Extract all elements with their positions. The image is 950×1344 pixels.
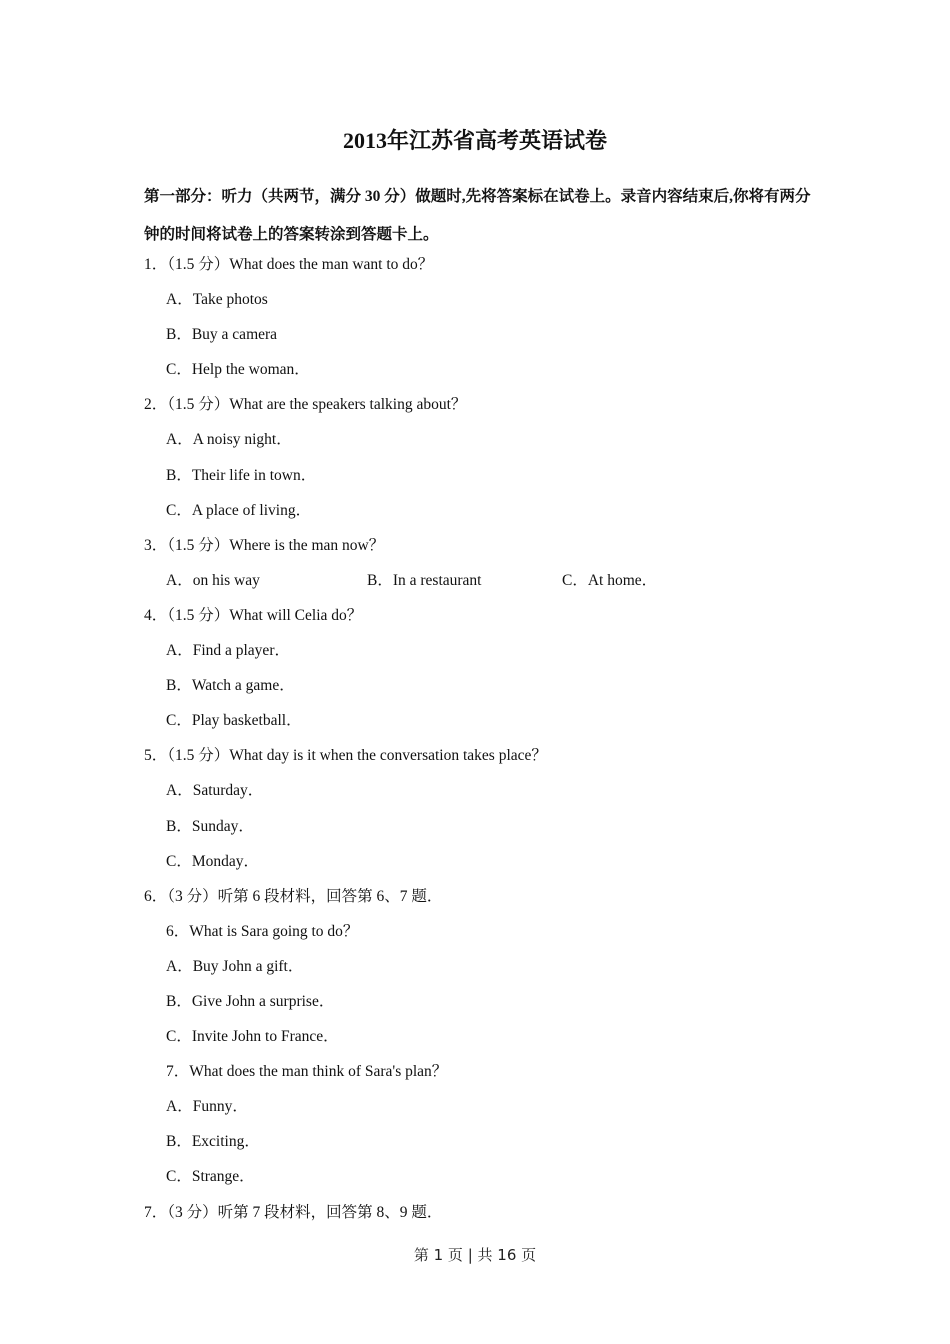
page-title: 2013年江苏省高考英语试卷 (342, 128, 607, 153)
section-instructions: 第一部分：听力（共两节，满分 30 分）做题时,先将答案标在试卷上。录音内容结束后,你将有两分钟的时间将试卷上的答案转涂到答题卡上。 (144, 188, 811, 243)
option: C．Play basketball． (166, 712, 302, 730)
option: A．Funny． (166, 1098, 248, 1116)
sub-question-stem: 7．What does the man think of Sara's plan？ (166, 1063, 448, 1081)
option: C．Monday． (166, 852, 260, 870)
question-stem: 2．（1.5 分）What are the speakers talking about？ (144, 396, 467, 414)
option: C．At home． (562, 571, 658, 589)
option: A．Find a player． (166, 642, 290, 660)
question-stem: 7．（3 分）听第 7 段材料，回答第 8、9 题． (144, 1203, 443, 1221)
option: A．Take photos (166, 291, 268, 309)
option: B．Sunday． (166, 817, 254, 835)
page-footer: 第 1 页 | 共 16 页 (413, 1246, 537, 1264)
option: A．Buy John a gift． (166, 957, 304, 975)
sub-question-stem: 6．What is Sara going to do？ (166, 922, 359, 940)
option: A．Saturday． (166, 782, 264, 800)
option: C．Strange． (166, 1168, 255, 1186)
question-list (144, 247, 844, 1230)
option-row (144, 563, 844, 598)
question-stem: 5．（1.5 分）What day is it when the conversation takes place？ (144, 747, 547, 765)
option: B．Exciting． (166, 1133, 260, 1151)
question-stem: 6．（3 分）听第 6 段材料，回答第 6、7 题． (144, 887, 443, 905)
option: C．Help the woman． (166, 361, 310, 379)
option: A．A noisy night． (166, 431, 292, 449)
option: B．Their life in town． (166, 466, 317, 484)
option: B．Give John a surprise． (166, 992, 335, 1010)
option: C．Invite John to France． (166, 1028, 339, 1046)
question-stem: 3．（1.5 分）Where is the man now？ (144, 536, 385, 554)
option: C．A place of living． (166, 501, 312, 519)
option: B．Watch a game． (166, 677, 295, 695)
question-stem: 1．（1.5 分）What does the man want to do？ (144, 256, 434, 273)
option: B．In a restaurant (367, 571, 482, 589)
question-stem: 4．（1.5 分）What will Celia do？ (144, 606, 363, 624)
option: A．on his way (166, 571, 260, 589)
option: B．Buy a camera (166, 326, 278, 344)
